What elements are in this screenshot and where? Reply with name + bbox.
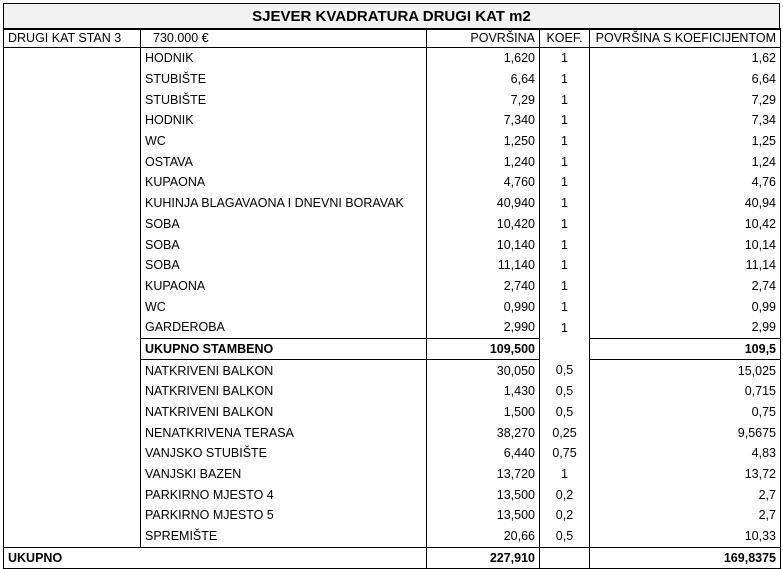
table-row bbox=[4, 317, 781, 338]
subtotal-adjusted-area: 109,5 bbox=[590, 338, 781, 360]
room-area: 4,760 bbox=[427, 172, 540, 193]
room-name: OSTAVA bbox=[141, 151, 427, 172]
room-name: NATKRIVENI BALKON bbox=[141, 360, 427, 381]
row-spacer bbox=[4, 276, 141, 297]
row-spacer bbox=[4, 526, 141, 547]
room-area: 1,240 bbox=[427, 151, 540, 172]
table-row bbox=[4, 484, 781, 505]
table-row bbox=[4, 214, 781, 235]
row-spacer bbox=[4, 360, 141, 381]
room-name: KUPAONA bbox=[141, 172, 427, 193]
room-area: 10,140 bbox=[427, 234, 540, 255]
room-area: 10,420 bbox=[427, 214, 540, 235]
room-adjusted-area: 6,64 bbox=[590, 69, 781, 90]
room-adjusted-area: 13,72 bbox=[590, 464, 781, 485]
room-name: SOBA bbox=[141, 214, 427, 235]
sheet-title: SJEVER KVADRATURA DRUGI KAT m2 bbox=[3, 3, 780, 30]
room-adjusted-area: 2,7 bbox=[590, 484, 781, 505]
room-area: 13,720 bbox=[427, 464, 540, 485]
room-coef: 1 bbox=[540, 296, 590, 317]
room-coef: 1 bbox=[540, 255, 590, 276]
room-adjusted-area: 4,76 bbox=[590, 172, 781, 193]
room-name: WC bbox=[141, 296, 427, 317]
row-spacer bbox=[4, 89, 141, 110]
row-spacer bbox=[4, 381, 141, 402]
table-row bbox=[4, 360, 781, 381]
room-coef: 1 bbox=[540, 48, 590, 69]
table-row bbox=[4, 526, 781, 547]
room-area: 7,29 bbox=[427, 89, 540, 110]
table-row bbox=[4, 69, 781, 90]
row-spacer bbox=[4, 151, 141, 172]
subtotal-area: 109,500 bbox=[427, 338, 540, 360]
room-adjusted-area: 2,99 bbox=[590, 317, 781, 338]
table-row bbox=[4, 276, 781, 297]
row-spacer bbox=[4, 464, 141, 485]
row-spacer bbox=[4, 69, 141, 90]
table-row bbox=[4, 172, 781, 193]
room-adjusted-area: 9,5675 bbox=[590, 422, 781, 443]
room-name: SOBA bbox=[141, 255, 427, 276]
room-adjusted-area: 15,025 bbox=[590, 360, 781, 381]
table-row bbox=[4, 422, 781, 443]
room-area: 40,940 bbox=[427, 193, 540, 214]
room-name: HODNIK bbox=[141, 48, 427, 69]
room-adjusted-area: 2,74 bbox=[590, 276, 781, 297]
table-row bbox=[4, 193, 781, 214]
room-area: 13,500 bbox=[427, 505, 540, 526]
room-adjusted-area: 10,42 bbox=[590, 214, 781, 235]
room-adjusted-area: 0,75 bbox=[590, 402, 781, 423]
room-adjusted-area: 10,33 bbox=[590, 526, 781, 547]
room-adjusted-area: 1,24 bbox=[590, 151, 781, 172]
room-name: STUBIŠTE bbox=[141, 89, 427, 110]
unit-label: DRUGI KAT STAN 3 bbox=[4, 29, 141, 48]
room-coef: 1 bbox=[540, 214, 590, 235]
subtotal-coef bbox=[540, 338, 590, 360]
room-coef: 0,75 bbox=[540, 443, 590, 464]
room-adjusted-area: 0,715 bbox=[590, 381, 781, 402]
total-spacer bbox=[141, 547, 427, 569]
room-area: 13,500 bbox=[427, 484, 540, 505]
room-adjusted-area: 2,7 bbox=[590, 505, 781, 526]
total-coef bbox=[540, 547, 590, 569]
room-name: STUBIŠTE bbox=[141, 69, 427, 90]
table-row bbox=[4, 505, 781, 526]
row-spacer bbox=[4, 505, 141, 526]
total-adjusted-area: 169,8375 bbox=[590, 547, 781, 569]
room-area: 1,430 bbox=[427, 381, 540, 402]
room-name: SOBA bbox=[141, 234, 427, 255]
adjusted-area-column-header: POVRŠINA S KOEFICIJENTOM bbox=[590, 29, 781, 48]
room-coef: 1 bbox=[540, 131, 590, 152]
row-spacer bbox=[4, 443, 141, 464]
room-name: VANJSKI BAZEN bbox=[141, 464, 427, 485]
row-spacer bbox=[4, 234, 141, 255]
total-label: UKUPNO bbox=[4, 547, 141, 569]
room-adjusted-area: 0,99 bbox=[590, 296, 781, 317]
table-row bbox=[4, 234, 781, 255]
room-area: 6,64 bbox=[427, 69, 540, 90]
table-row bbox=[4, 402, 781, 423]
room-adjusted-area: 1,25 bbox=[590, 131, 781, 152]
row-spacer bbox=[4, 131, 141, 152]
room-name: VANJSKO STUBIŠTE bbox=[141, 443, 427, 464]
room-name: PARKIRNO MJESTO 4 bbox=[141, 484, 427, 505]
table-row bbox=[4, 89, 781, 110]
room-name: NATKRIVENI BALKON bbox=[141, 402, 427, 423]
room-adjusted-area: 4,83 bbox=[590, 443, 781, 464]
room-area: 2,740 bbox=[427, 276, 540, 297]
room-name: KUHINJA BLAGAVAONA I DNEVNI BORAVAK bbox=[141, 193, 427, 214]
row-spacer bbox=[4, 402, 141, 423]
area-table-body bbox=[4, 29, 781, 569]
room-coef: 1 bbox=[540, 69, 590, 90]
room-coef: 1 bbox=[540, 276, 590, 297]
room-adjusted-area: 7,34 bbox=[590, 110, 781, 131]
row-spacer bbox=[4, 338, 141, 360]
room-coef: 0,5 bbox=[540, 360, 590, 381]
area-table bbox=[3, 28, 781, 569]
room-area: 1,620 bbox=[427, 48, 540, 69]
room-coef: 0,2 bbox=[540, 484, 590, 505]
row-spacer bbox=[4, 172, 141, 193]
room-coef: 1 bbox=[540, 89, 590, 110]
room-name: GARDEROBA bbox=[141, 317, 427, 338]
row-spacer bbox=[4, 255, 141, 276]
room-name: KUPAONA bbox=[141, 276, 427, 297]
room-name: SPREMIŠTE bbox=[141, 526, 427, 547]
room-adjusted-area: 7,29 bbox=[590, 89, 781, 110]
room-area: 1,500 bbox=[427, 402, 540, 423]
room-area: 2,990 bbox=[427, 317, 540, 338]
row-spacer bbox=[4, 422, 141, 443]
room-coef: 0,2 bbox=[540, 505, 590, 526]
room-coef: 0,5 bbox=[540, 402, 590, 423]
room-adjusted-area: 10,14 bbox=[590, 234, 781, 255]
subtotal-row bbox=[4, 338, 781, 360]
table-row bbox=[4, 464, 781, 485]
room-adjusted-area: 11,14 bbox=[590, 255, 781, 276]
room-name: PARKIRNO MJESTO 5 bbox=[141, 505, 427, 526]
total-area: 227,910 bbox=[427, 547, 540, 569]
total-row bbox=[4, 547, 781, 569]
room-area: 6,440 bbox=[427, 443, 540, 464]
table-row bbox=[4, 110, 781, 131]
room-name: WC bbox=[141, 131, 427, 152]
room-coef: 0,5 bbox=[540, 526, 590, 547]
room-coef: 1 bbox=[540, 193, 590, 214]
row-spacer bbox=[4, 317, 141, 338]
room-coef: 1 bbox=[540, 110, 590, 131]
table-row bbox=[4, 381, 781, 402]
row-spacer bbox=[4, 214, 141, 235]
table-row bbox=[4, 255, 781, 276]
room-coef: 1 bbox=[540, 151, 590, 172]
room-coef: 1 bbox=[540, 172, 590, 193]
room-area: 7,340 bbox=[427, 110, 540, 131]
room-area: 38,270 bbox=[427, 422, 540, 443]
table-row bbox=[4, 131, 781, 152]
row-spacer bbox=[4, 296, 141, 317]
room-name: NATKRIVENI BALKON bbox=[141, 381, 427, 402]
table-row bbox=[4, 151, 781, 172]
price-label: 730.000 € bbox=[141, 29, 427, 48]
room-area: 1,250 bbox=[427, 131, 540, 152]
room-coef: 0,5 bbox=[540, 381, 590, 402]
table-row bbox=[4, 296, 781, 317]
table-row bbox=[4, 48, 781, 69]
room-area: 20,66 bbox=[427, 526, 540, 547]
room-area: 0,990 bbox=[427, 296, 540, 317]
subtotal-label: UKUPNO STAMBENO bbox=[141, 338, 427, 360]
row-spacer bbox=[4, 484, 141, 505]
row-spacer bbox=[4, 193, 141, 214]
room-coef: 1 bbox=[540, 464, 590, 485]
header-row bbox=[4, 29, 781, 48]
room-area: 11,140 bbox=[427, 255, 540, 276]
room-coef: 1 bbox=[540, 317, 590, 338]
room-name: NENATKRIVENA TERASA bbox=[141, 422, 427, 443]
table-row bbox=[4, 443, 781, 464]
room-coef: 0,25 bbox=[540, 422, 590, 443]
area-column-header: POVRŠINA bbox=[427, 29, 540, 48]
room-coef: 1 bbox=[540, 234, 590, 255]
row-spacer bbox=[4, 110, 141, 131]
room-area: 30,050 bbox=[427, 360, 540, 381]
room-name: HODNIK bbox=[141, 110, 427, 131]
coef-column-header: KOEF. bbox=[540, 29, 590, 48]
room-adjusted-area: 40,94 bbox=[590, 193, 781, 214]
room-adjusted-area: 1,62 bbox=[590, 48, 781, 69]
row-spacer bbox=[4, 48, 141, 69]
